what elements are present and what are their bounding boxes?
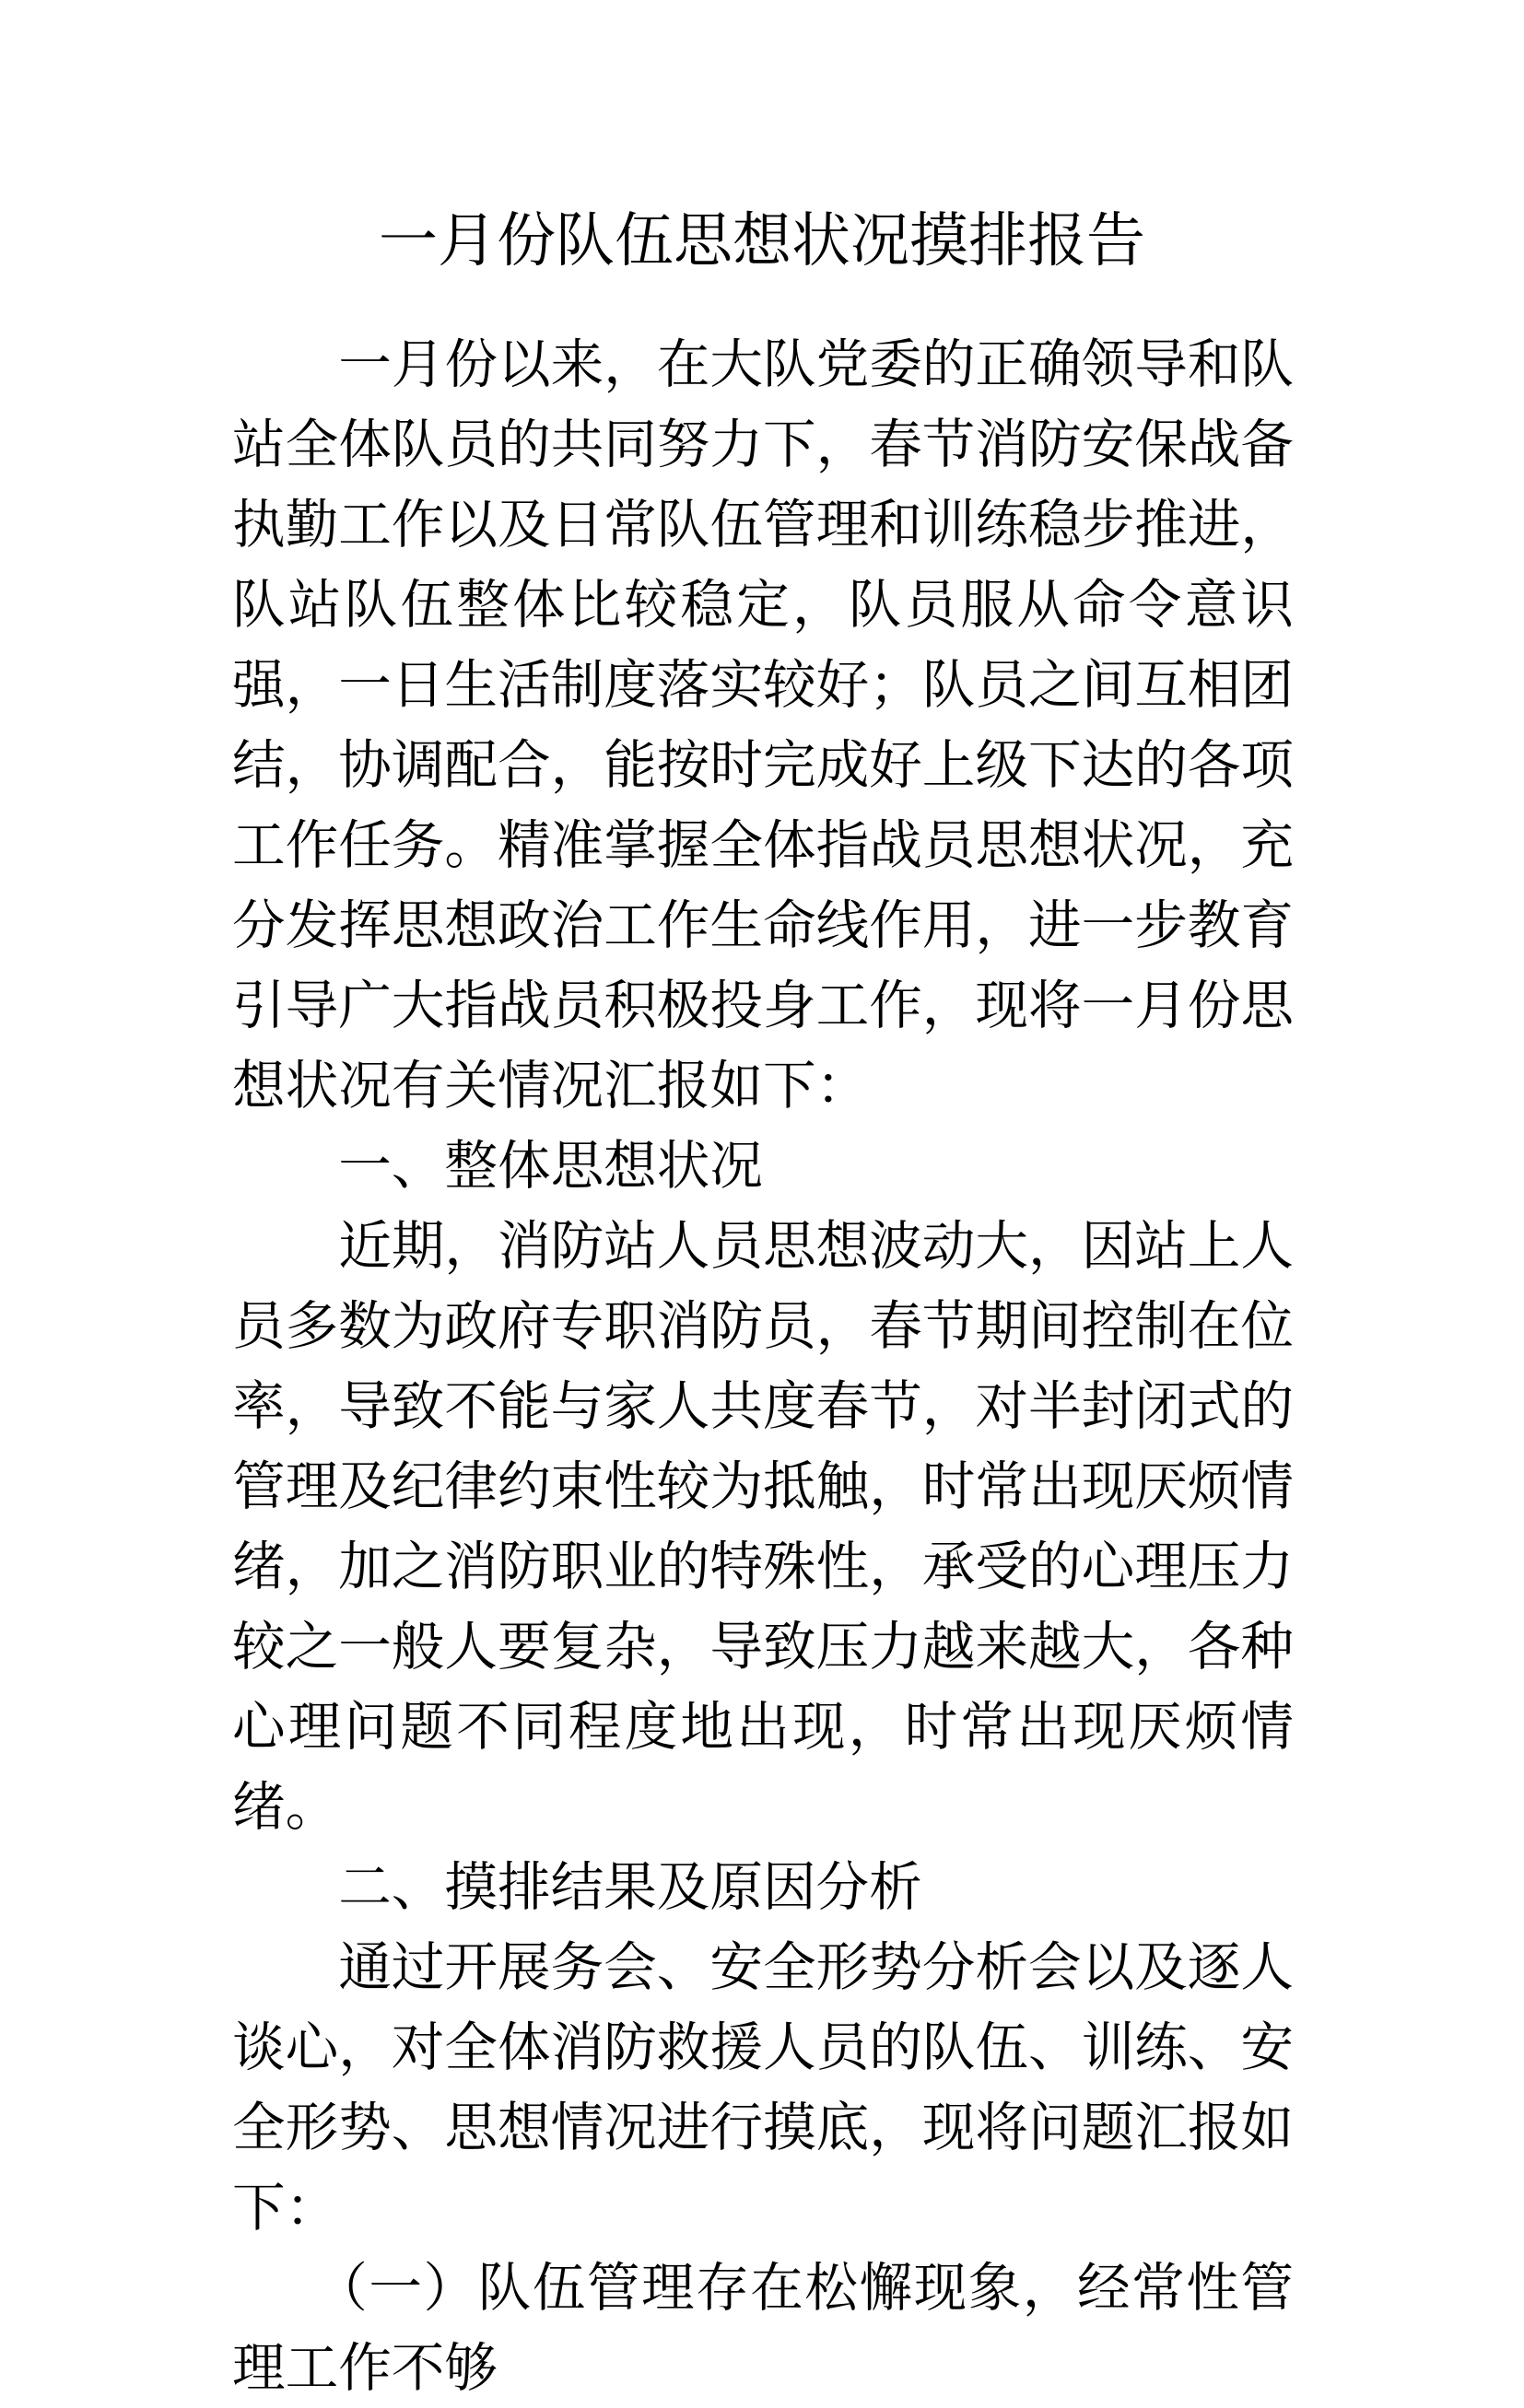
paragraph-intro: 一月份以来，在大队党委的正确领导和队站全体队员的共同努力下，春节消防安保战备执勤工作以及日常队伍管理和训练稳步推进，队站队伍整体比较稳定，队员服从命令意识强，一日生活制度落实较好；队员之间互相团结，协调配合，能按时完成好上级下达的各项工作任务。精准掌握全体指战员思想状况，充分发挥思想政治工作生命线作用，进一步教育引导广大指战员积极投身工作，现将一月份思想状况有关情况汇报如下： <box>232 333 1294 1116</box>
section-heading-overall-status: 一、整体思想状况 <box>338 1135 763 1197</box>
subsection-heading-team-management: （一）队伍管理存在松懈现象，经常性管理工作不够 <box>232 2257 1294 2399</box>
paragraph-results-analysis: 通过开展务会、安全形势分析会以及逐人谈心，对全体消防救援人员的队伍、训练、安全形势、思想情况进行摸底，现将问题汇报如下： <box>232 1936 1294 2239</box>
document-body <box>232 324 1294 2408</box>
section-heading-results-analysis: 二、摸排结果及原因分析 <box>338 1856 922 1918</box>
paragraph-overall-status: 近期，消防站人员思想波动大，因站上人员多数为政府专职消防员，春节期间控制在位率，导致不能与家人共度春节，对半封闭式的管理及纪律约束性较为抵触，时常出现厌烦情绪，加之消防职业的特殊性，承受的心理压力较之一般人要复杂，导致压力越来越大，各种心理问题不同程度地出现，时常出现厌烦情绪。 <box>232 1215 1294 1838</box>
document-title: 一月份队伍思想状况摸排报告 <box>379 207 1145 275</box>
